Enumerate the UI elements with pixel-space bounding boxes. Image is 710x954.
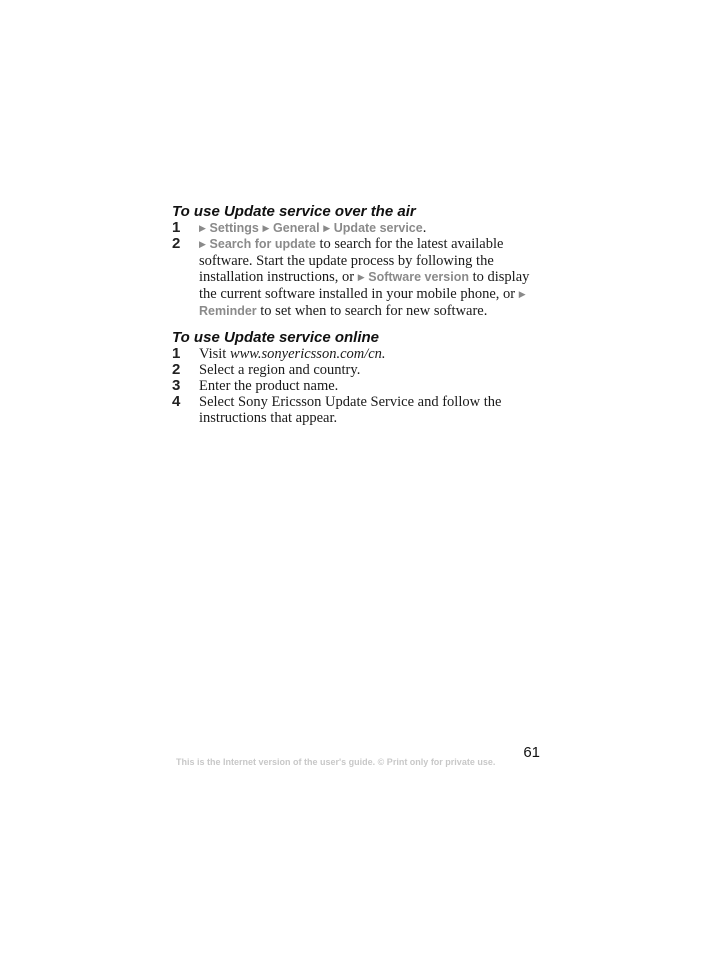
step-text: Select a region and country.: [199, 362, 361, 378]
step-prefix: Visit: [199, 346, 230, 362]
step-text-part: to display the current software installed in your mobile phone, or: [199, 269, 530, 302]
step-number: 1: [172, 219, 181, 236]
online-step-3: [172, 378, 544, 394]
website-link[interactable]: www.sonyericsson.com/cn.: [229, 346, 386, 362]
step-text: [199, 236, 544, 319]
step-text: Select Sony Ericsson Update Service and follow the instructions that appear.: [199, 394, 502, 426]
menu-update-service: Update service: [333, 221, 423, 235]
menu-arrow-icon: ▶: [357, 273, 365, 283]
online-step-4: [172, 394, 544, 426]
page-number: 61: [523, 744, 540, 761]
step-text: [199, 220, 544, 237]
heading-update-over-air: To use Update service over the air: [172, 203, 416, 220]
step-number: 2: [172, 361, 181, 378]
heading-update-online: To use Update service online: [172, 329, 380, 346]
air-step-2: [172, 236, 544, 319]
step-number: 4: [172, 393, 181, 410]
menu-search-for-update: Search for update: [209, 237, 316, 251]
menu-arrow-icon: ▶: [199, 240, 206, 250]
online-step-1: [172, 346, 544, 362]
step-number: 1: [172, 345, 181, 362]
step-text-part: to set when to search for new software.: [256, 303, 488, 319]
menu-reminder: Reminder: [199, 304, 257, 318]
step-trailing: .: [422, 220, 427, 236]
step-text: Enter the product name.: [199, 378, 339, 394]
menu-arrow-icon: ▶: [323, 224, 331, 234]
step-text: [199, 346, 544, 362]
menu-software-version: Software version: [368, 270, 469, 284]
air-step-1: [172, 220, 544, 237]
step-number: 3: [172, 377, 181, 394]
menu-settings: Settings: [209, 221, 259, 235]
menu-arrow-icon: ▶: [199, 224, 206, 234]
menu-general: General: [273, 221, 320, 235]
menu-arrow-icon: ▶: [518, 290, 526, 300]
step-text-part: to search for the latest available software. Start the update process by following the installation instructions, or: [199, 236, 504, 285]
online-step-2: [172, 362, 544, 378]
menu-arrow-icon: ▶: [262, 224, 270, 234]
footer-notice: This is the Internet version of the user's guide. © Print only for private use.: [176, 757, 496, 767]
step-number: 2: [172, 235, 181, 252]
